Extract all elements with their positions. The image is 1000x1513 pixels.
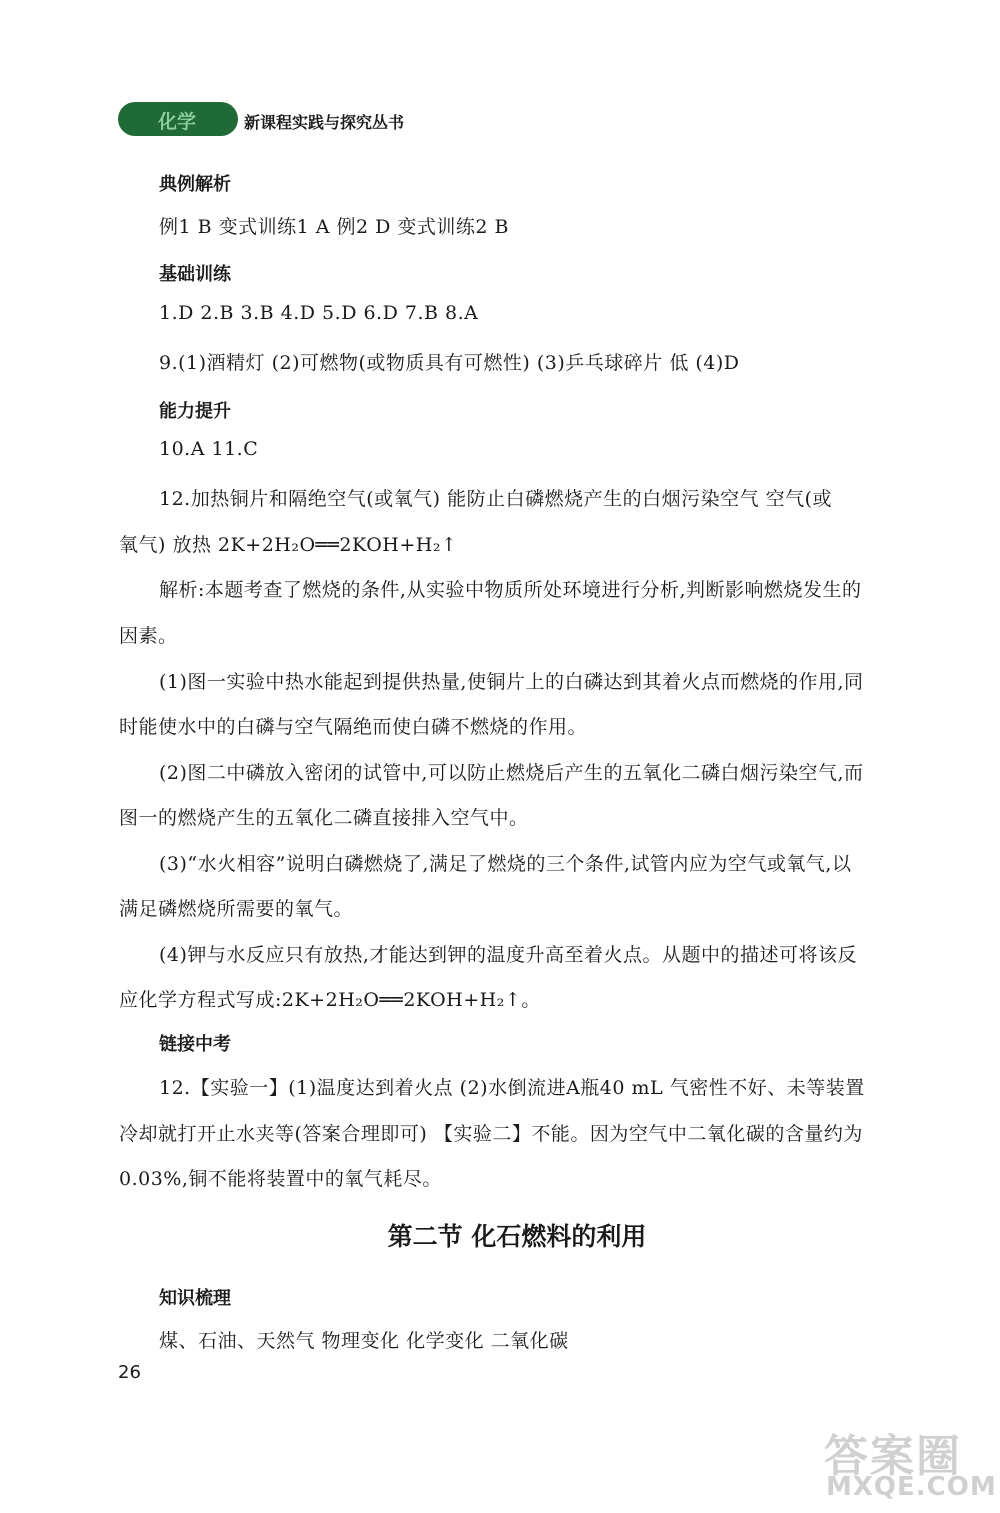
analysis-line: 解析:本题考查了燃烧的条件,从实验中物质所处环境进行分析,判断影响燃烧发生的 [159, 579, 862, 601]
answer-line: 12.加热铜片和隔绝空气(或氧气) 能防止白磷燃烧产生的白烟污染空气 空气(或 [159, 488, 833, 510]
analysis-line: (3)“水火相容”说明白磷燃烧了,满足了燃烧的三个条件,试管内应为空气或氧气,以 [159, 853, 852, 875]
section-title-basic: 基础训练 [159, 264, 231, 285]
answer-line: 9.(1)酒精灯 (2)可燃物(或物质具有可燃性) (3)乒乓球碎片 低 (4)D [159, 352, 740, 374]
subject-badge-label: 化学 [158, 111, 197, 133]
watermark-url: MXQE.COM [826, 1472, 997, 1502]
analysis-line: (1)图一实验中热水能起到提供热量,使铜片上的白磷达到其着火点而燃烧的作用,同 [159, 671, 864, 693]
section-title-knowledge: 知识梳理 [159, 1288, 231, 1309]
page-number: 26 [118, 1362, 141, 1383]
answer-line: 氧气) 放热 2K+2H₂O══2KOH+H₂↑ [119, 534, 458, 556]
section-title-examples: 典例解析 [159, 174, 231, 195]
answer-line: 0.03%,铜不能将装置中的氧气耗尽。 [119, 1168, 442, 1190]
answer-line: 10.A 11.C [159, 438, 259, 460]
analysis-line: (4)钾与水反应只有放热,才能达到钾的温度升高至着火点。从题中的描述可将该反 [159, 944, 857, 966]
watermark-logo-text: 答案圈 [824, 1431, 962, 1482]
analysis-line: 图一的燃烧产生的五氧化二磷直接排入空气中。 [119, 807, 529, 829]
answer-line: 12.【实验一】(1)温度达到着火点 (2)水倒流进A瓶40 mL 气密性不好、未等装置 [159, 1077, 865, 1099]
analysis-line: 因素。 [119, 625, 178, 647]
answer-line: 冷却就打开止水夹等(答案合理即可) 【实验二】不能。因为空气中二氧化碳的含量约为 [119, 1123, 863, 1145]
watermark [786, 1420, 997, 1510]
chapter-heading: 第二节 化石燃料的利用 [387, 1222, 647, 1251]
analysis-line: (2)图二中磷放入密闭的试管中,可以防止燃烧后产生的五氧化二磷白烟污染空气,而 [159, 762, 864, 784]
section-title-advanced: 能力提升 [159, 401, 231, 422]
answer-line: 例1 B 变式训练1 A 例2 D 变式训练2 B [159, 216, 510, 238]
series-title: 新课程实践与探究丛书 [244, 113, 405, 132]
section-title-exam-link: 链接中考 [159, 1034, 231, 1055]
analysis-line: 应化学方程式写成:2K+2H₂O══2KOH+H₂↑。 [119, 989, 541, 1011]
analysis-line: 时能使水中的白磷与空气隔绝而使白磷不燃烧的作用。 [119, 716, 588, 738]
answer-line: 煤、石油、天然气 物理变化 化学变化 二氧化碳 [159, 1330, 569, 1352]
answer-line: 1.D 2.B 3.B 4.D 5.D 6.D 7.B 8.A [159, 302, 479, 324]
analysis-line: 满足磷燃烧所需要的氧气。 [119, 898, 354, 920]
subject-badge [118, 102, 238, 136]
